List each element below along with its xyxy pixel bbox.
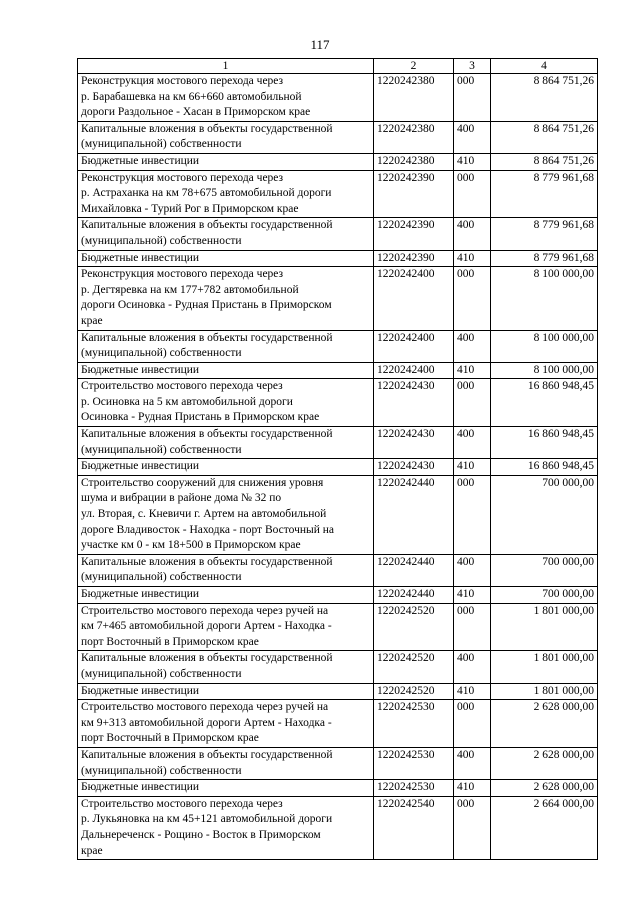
- row-code-cell: 1220242440: [374, 587, 454, 604]
- row-type-cell: 410: [454, 250, 491, 267]
- table-row: [78, 587, 598, 604]
- row-code-cell: 1220242380: [374, 153, 454, 170]
- row-name-cell: Строительство мостового перехода через р. Осиновка на 5 км автомобильной дороги Осиновка - Рудная Пристань в Приморском крае: [78, 379, 374, 427]
- row-name-cell: Бюджетные инвестиции: [78, 683, 374, 700]
- row-type-cell: 400: [454, 330, 491, 362]
- row-type-cell: 410: [454, 362, 491, 379]
- table-row: [78, 603, 598, 651]
- table-row: [78, 780, 598, 797]
- row-code-cell: 1220242390: [374, 218, 454, 250]
- row-code-cell: 1220242440: [374, 554, 454, 586]
- row-amount-cell: 8 779 961,68: [491, 250, 598, 267]
- table-row: [78, 121, 598, 153]
- row-name-cell: Капитальные вложения в объекты государственной (муниципальной) собственности: [78, 121, 374, 153]
- table-row: [78, 250, 598, 267]
- table-row: [78, 379, 598, 427]
- row-name-cell: Бюджетные инвестиции: [78, 780, 374, 797]
- row-name-cell: Реконструкция мостового перехода через р. Астраханка на км 78+675 автомобильной дороги Михайловка - Турий Рог в Приморском крае: [78, 170, 374, 218]
- row-name-cell: Бюджетные инвестиции: [78, 153, 374, 170]
- row-name-cell: Строительство сооружений для снижения уровня шума и вибрации в районе дома № 32 по ул. Вторая, с. Кневичи г. Артем на автомобильной дороге Владивосток - Находка - порт Восточный на участке км 0 - км 18+500 в Приморском крае: [78, 475, 374, 554]
- row-amount-cell: 700 000,00: [491, 554, 598, 586]
- row-code-cell: 1220242430: [374, 379, 454, 427]
- row-type-cell: 000: [454, 475, 491, 554]
- table-header: [78, 59, 598, 74]
- row-amount-cell: 8 864 751,26: [491, 153, 598, 170]
- row-name-cell: Реконструкция мостового перехода через р. Барабашевка на км 66+660 автомобильной дороги Раздольное - Хасан в Приморском крае: [78, 74, 374, 122]
- row-amount-cell: 2 664 000,00: [491, 796, 598, 859]
- row-amount-cell: 2 628 000,00: [491, 780, 598, 797]
- row-name-cell: Бюджетные инвестиции: [78, 459, 374, 476]
- table-row: [78, 267, 598, 330]
- row-code-cell: 1220242430: [374, 427, 454, 459]
- row-amount-cell: 16 860 948,45: [491, 427, 598, 459]
- row-type-cell: 400: [454, 651, 491, 683]
- row-code-cell: 1220242380: [374, 121, 454, 153]
- table-row: [78, 459, 598, 476]
- table-row: [78, 554, 598, 586]
- page-number: 117: [310, 37, 330, 52]
- row-code-cell: 1220242530: [374, 780, 454, 797]
- row-type-cell: 000: [454, 700, 491, 748]
- row-code-cell: 1220242520: [374, 651, 454, 683]
- row-amount-cell: 8 100 000,00: [491, 267, 598, 330]
- table-row: [78, 700, 598, 748]
- table-row: [78, 362, 598, 379]
- row-amount-cell: 8 779 961,68: [491, 170, 598, 218]
- row-name-cell: Капитальные вложения в объекты государственной (муниципальной) собственности: [78, 651, 374, 683]
- row-type-cell: 410: [454, 683, 491, 700]
- row-amount-cell: 16 860 948,45: [491, 379, 598, 427]
- table-row: [78, 170, 598, 218]
- row-amount-cell: 2 628 000,00: [491, 747, 598, 779]
- row-code-cell: 1220242400: [374, 362, 454, 379]
- row-code-cell: 1220242380: [374, 74, 454, 122]
- table-row: [78, 218, 598, 250]
- row-name-cell: Капитальные вложения в объекты государственной (муниципальной) собственности: [78, 747, 374, 779]
- row-name-cell: Капитальные вложения в объекты государственной (муниципальной) собственности: [78, 330, 374, 362]
- row-name-cell: Бюджетные инвестиции: [78, 362, 374, 379]
- row-type-cell: 000: [454, 796, 491, 859]
- row-type-cell: 400: [454, 747, 491, 779]
- row-amount-cell: 8 864 751,26: [491, 121, 598, 153]
- row-amount-cell: 8 779 961,68: [491, 218, 598, 250]
- row-type-cell: 000: [454, 603, 491, 651]
- row-amount-cell: 1 801 000,00: [491, 603, 598, 651]
- header-col-4: 4: [491, 59, 598, 74]
- row-name-cell: Строительство мостового перехода через ручей на км 7+465 автомобильной дороги Артем - Находка - порт Восточный в Приморском крае: [78, 603, 374, 651]
- row-type-cell: 410: [454, 153, 491, 170]
- header-row: [78, 59, 598, 74]
- row-name-cell: Капитальные вложения в объекты государственной (муниципальной) собственности: [78, 218, 374, 250]
- row-amount-cell: 700 000,00: [491, 475, 598, 554]
- row-type-cell: 000: [454, 170, 491, 218]
- row-name-cell: Капитальные вложения в объекты государственной (муниципальной) собственности: [78, 554, 374, 586]
- table-row: [78, 475, 598, 554]
- row-code-cell: 1220242520: [374, 683, 454, 700]
- row-amount-cell: 8 100 000,00: [491, 330, 598, 362]
- row-type-cell: 000: [454, 379, 491, 427]
- row-amount-cell: 1 801 000,00: [491, 651, 598, 683]
- row-code-cell: 1220242530: [374, 747, 454, 779]
- row-name-cell: Бюджетные инвестиции: [78, 250, 374, 267]
- table-row: [78, 796, 598, 859]
- table-row: [78, 74, 598, 122]
- table-row: [78, 330, 598, 362]
- row-code-cell: 1220242440: [374, 475, 454, 554]
- table-row: [78, 651, 598, 683]
- row-code-cell: 1220242430: [374, 459, 454, 476]
- row-amount-cell: 1 801 000,00: [491, 683, 598, 700]
- row-name-cell: Капитальные вложения в объекты государственной (муниципальной) собственности: [78, 427, 374, 459]
- row-code-cell: 1220242400: [374, 330, 454, 362]
- header-col-3: 3: [454, 59, 491, 74]
- header-col-1: 1: [78, 59, 374, 74]
- table-body: [78, 74, 598, 860]
- row-type-cell: 410: [454, 780, 491, 797]
- row-type-cell: 410: [454, 587, 491, 604]
- row-type-cell: 000: [454, 74, 491, 122]
- row-code-cell: 1220242540: [374, 796, 454, 859]
- row-code-cell: 1220242530: [374, 700, 454, 748]
- row-type-cell: 410: [454, 459, 491, 476]
- row-amount-cell: 2 628 000,00: [491, 700, 598, 748]
- row-amount-cell: 700 000,00: [491, 587, 598, 604]
- row-name-cell: Реконструкция мостового перехода через р. Дегтяревка на км 177+782 автомобильной дороги Осиновка - Рудная Пристань в Приморском крае: [78, 267, 374, 330]
- row-type-cell: 000: [454, 267, 491, 330]
- row-type-cell: 400: [454, 554, 491, 586]
- row-type-cell: 400: [454, 218, 491, 250]
- table-row: [78, 153, 598, 170]
- header-col-2: 2: [374, 59, 454, 74]
- row-name-cell: Строительство мостового перехода через ручей на км 9+313 автомобильной дороги Артем - Находка - порт Восточный в Приморском крае: [78, 700, 374, 748]
- table-row: [78, 747, 598, 779]
- row-type-cell: 400: [454, 427, 491, 459]
- row-amount-cell: 16 860 948,45: [491, 459, 598, 476]
- row-name-cell: Бюджетные инвестиции: [78, 587, 374, 604]
- row-type-cell: 400: [454, 121, 491, 153]
- row-name-cell: Строительство мостового перехода через р. Лукьяновка на км 45+121 автомобильной дороги Дальнереченск - Рощино - Восток в Приморском крае: [78, 796, 374, 859]
- budget-table: [77, 58, 598, 860]
- table-row: [78, 427, 598, 459]
- row-amount-cell: 8 100 000,00: [491, 362, 598, 379]
- table-row: [78, 683, 598, 700]
- row-code-cell: 1220242390: [374, 170, 454, 218]
- row-code-cell: 1220242400: [374, 267, 454, 330]
- row-code-cell: 1220242390: [374, 250, 454, 267]
- row-code-cell: 1220242520: [374, 603, 454, 651]
- row-amount-cell: 8 864 751,26: [491, 74, 598, 122]
